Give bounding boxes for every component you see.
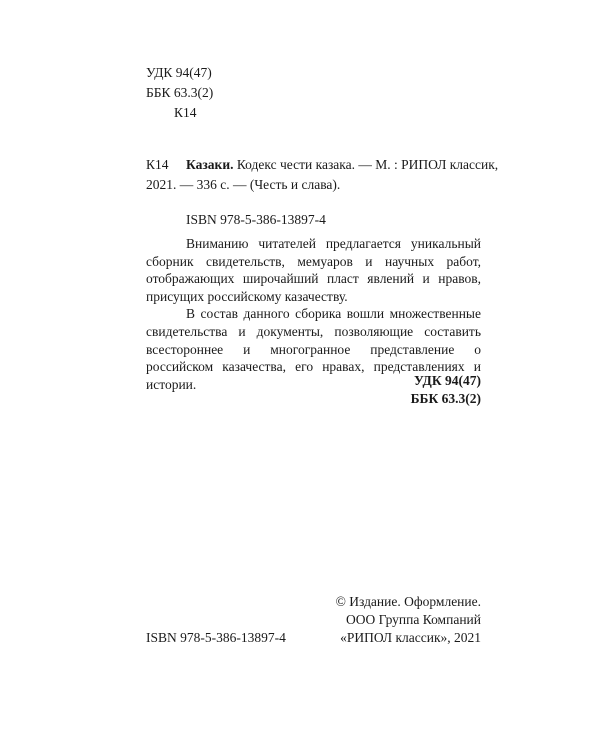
isbn-bottom: ISBN 978-5-386-13897-4	[146, 630, 286, 645]
book-title: Казаки.	[186, 157, 234, 172]
copyright-line-2: ООО Группа Компаний	[346, 612, 481, 627]
udk-code: УДК 94(47)	[146, 65, 212, 80]
bbk-code-bold: ББК 63.3(2)	[410, 391, 481, 406]
isbn-main: ISBN 978-5-386-13897-4	[186, 212, 326, 227]
classification-codes-right	[300, 372, 481, 408]
annotation-paragraph-1: Вниманию читателей предлагается уникальный сборник свидетельств, мемуаров и научных работ, отображающих широчайший пласт явлений и нравов, присущих российскому казачеству.	[146, 236, 481, 304]
copyright-notice	[300, 593, 481, 647]
copyright-line-3: «РИПОЛ классик», 2021	[340, 630, 481, 645]
bbk-code: ББК 63.3(2)	[146, 85, 214, 100]
classification-codes-top	[146, 63, 213, 123]
bibliographic-line-1-rest: Кодекс чести казака. — М. : РИПОЛ классик,	[233, 157, 499, 172]
bibliographic-line-1	[186, 155, 498, 175]
copyright-line-1: © Издание. Оформление.	[335, 594, 481, 609]
annotation-paragraph-2: В состав данного сборика вошли множественные свидетельства и документы, позволяющие составить всестороннее и многогранное представление о российском казачества, его нравах, представлениях и истории.	[146, 306, 481, 392]
annotation	[146, 235, 481, 393]
bibliographic-author-mark: К14	[146, 157, 169, 172]
bibliographic-line-2: 2021. — 336 с. — (Честь и слава).	[146, 177, 341, 192]
udk-code-bold: УДК 94(47)	[414, 373, 481, 388]
author-mark: К14	[174, 105, 197, 120]
